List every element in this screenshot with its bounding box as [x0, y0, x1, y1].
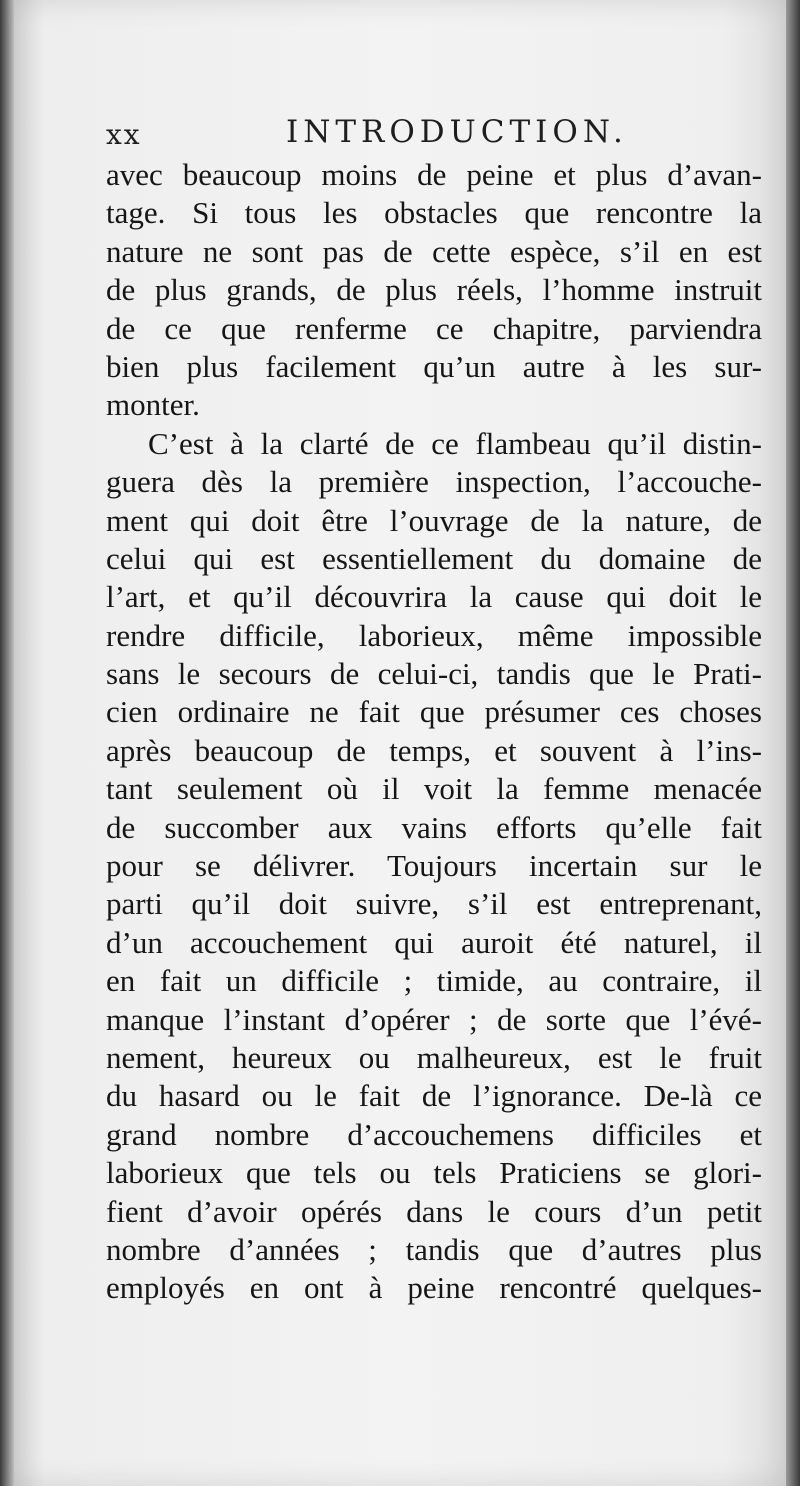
text-line: nature ne sont pas de cette espèce, s’il en est [106, 233, 762, 269]
text-line: du hasard ou le fait de l’ignorance. De-là ce [106, 1078, 762, 1114]
book-gutter-left [0, 0, 14, 1486]
text-line: monter. [106, 387, 200, 423]
text-line: employés en ont à peine rencontré quelques- [106, 1270, 762, 1306]
text-line: grand nombre d’accouchemens difficiles et [106, 1116, 762, 1152]
running-head [106, 112, 756, 156]
text-line: de plus grands, de plus réels, l’homme instruit [106, 272, 762, 308]
text-line: d’un accouchement qui auroit été naturel, il [106, 924, 762, 960]
text-line: guera dès la première inspection, l’accouche- [106, 464, 762, 500]
text-line: parti qu’il doit suivre, s’il est entreprenant, [106, 886, 762, 922]
text-line: avec beaucoup moins de peine et plus d’avan- [106, 157, 762, 192]
text-line: pour se délivrer. Toujours incertain sur le [106, 848, 762, 884]
text-line: fient d’avoir opérés dans le cours d’un petit [106, 1193, 762, 1229]
text-line: en fait un difficile ; timide, au contraire, il [106, 963, 762, 999]
text-line: rendre difficile, laborieux, même impossible [106, 617, 762, 653]
text-line: de succomber aux vains efforts qu’elle fait [106, 809, 762, 845]
text-line: laborieux que tels ou tels Praticiens se glori- [106, 1155, 762, 1191]
text-line: ment qui doit être l’ouvrage de la nature, de [106, 502, 762, 538]
text-line: manque l’instant d’opérer ; de sorte que l’évé- [106, 1001, 762, 1037]
body-text [106, 156, 762, 1308]
text-line: l’art, et qu’il découvrira la cause qui doit le [106, 579, 762, 615]
text-line: après beaucoup de temps, et souvent à l’ins- [106, 732, 762, 768]
text-line: cien ordinaire ne fait que présumer ces choses [106, 694, 762, 730]
page-number: xx [106, 118, 142, 151]
text-line: C’est à la clarté de ce flambeau qu’il distin- [148, 425, 762, 461]
text-line: celui qui est essentiellement du domaine de [106, 540, 762, 576]
text-line: tant seulement où il voit la femme menacée [106, 771, 762, 807]
text-line: de ce que renferme ce chapitre, parviendra [106, 310, 762, 346]
text-line: nombre d’années ; tandis que d’autres plus [106, 1231, 762, 1267]
text-line: nement, heureux ou malheureux, est le fruit [106, 1039, 762, 1075]
text-line: tage. Si tous les obstacles que rencontre la [106, 195, 762, 231]
text-line: bien plus facilement qu’un autre à les sur- [106, 348, 762, 384]
running-title: INTRODUCTION. [286, 114, 628, 150]
book-edge-right [786, 0, 800, 1486]
text-line: sans le secours de celui-ci, tandis que le Prati- [106, 656, 762, 692]
